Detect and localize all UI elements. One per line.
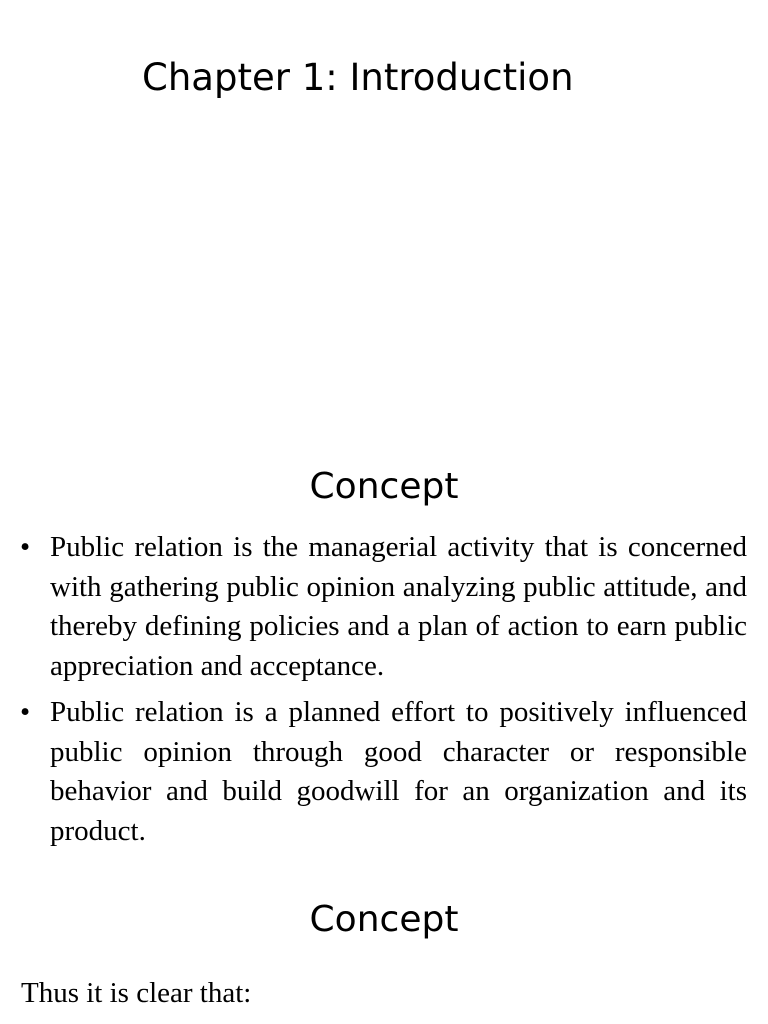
bullet-icon: • [20, 696, 31, 728]
slide-title: Chapter 1: Introduction [142, 56, 574, 99]
bullet-text: Public relation is the managerial activity that is concerned with gathering public opinion analyzing public attitude, and thereby defining policies and a plan of action to earn public appreciation and acceptance. [50, 531, 747, 682]
body-text: Thus it is clear that: [21, 977, 252, 1009]
slide-title: Concept [309, 466, 459, 507]
bullet-text: Public relation is a planned effort to positively influenced public opinion through good character or responsible behavior and build goodwill for an organization and its product. [50, 696, 747, 847]
bullet-list [20, 528, 747, 858]
bullet-item [20, 693, 747, 851]
bullet-item [20, 528, 747, 686]
slide-concept [0, 440, 768, 866]
slide-concept-continued [0, 866, 768, 1024]
slide-chapter-intro [0, 0, 768, 440]
bullet-icon: • [20, 531, 31, 563]
slide-title: Concept [309, 899, 459, 940]
